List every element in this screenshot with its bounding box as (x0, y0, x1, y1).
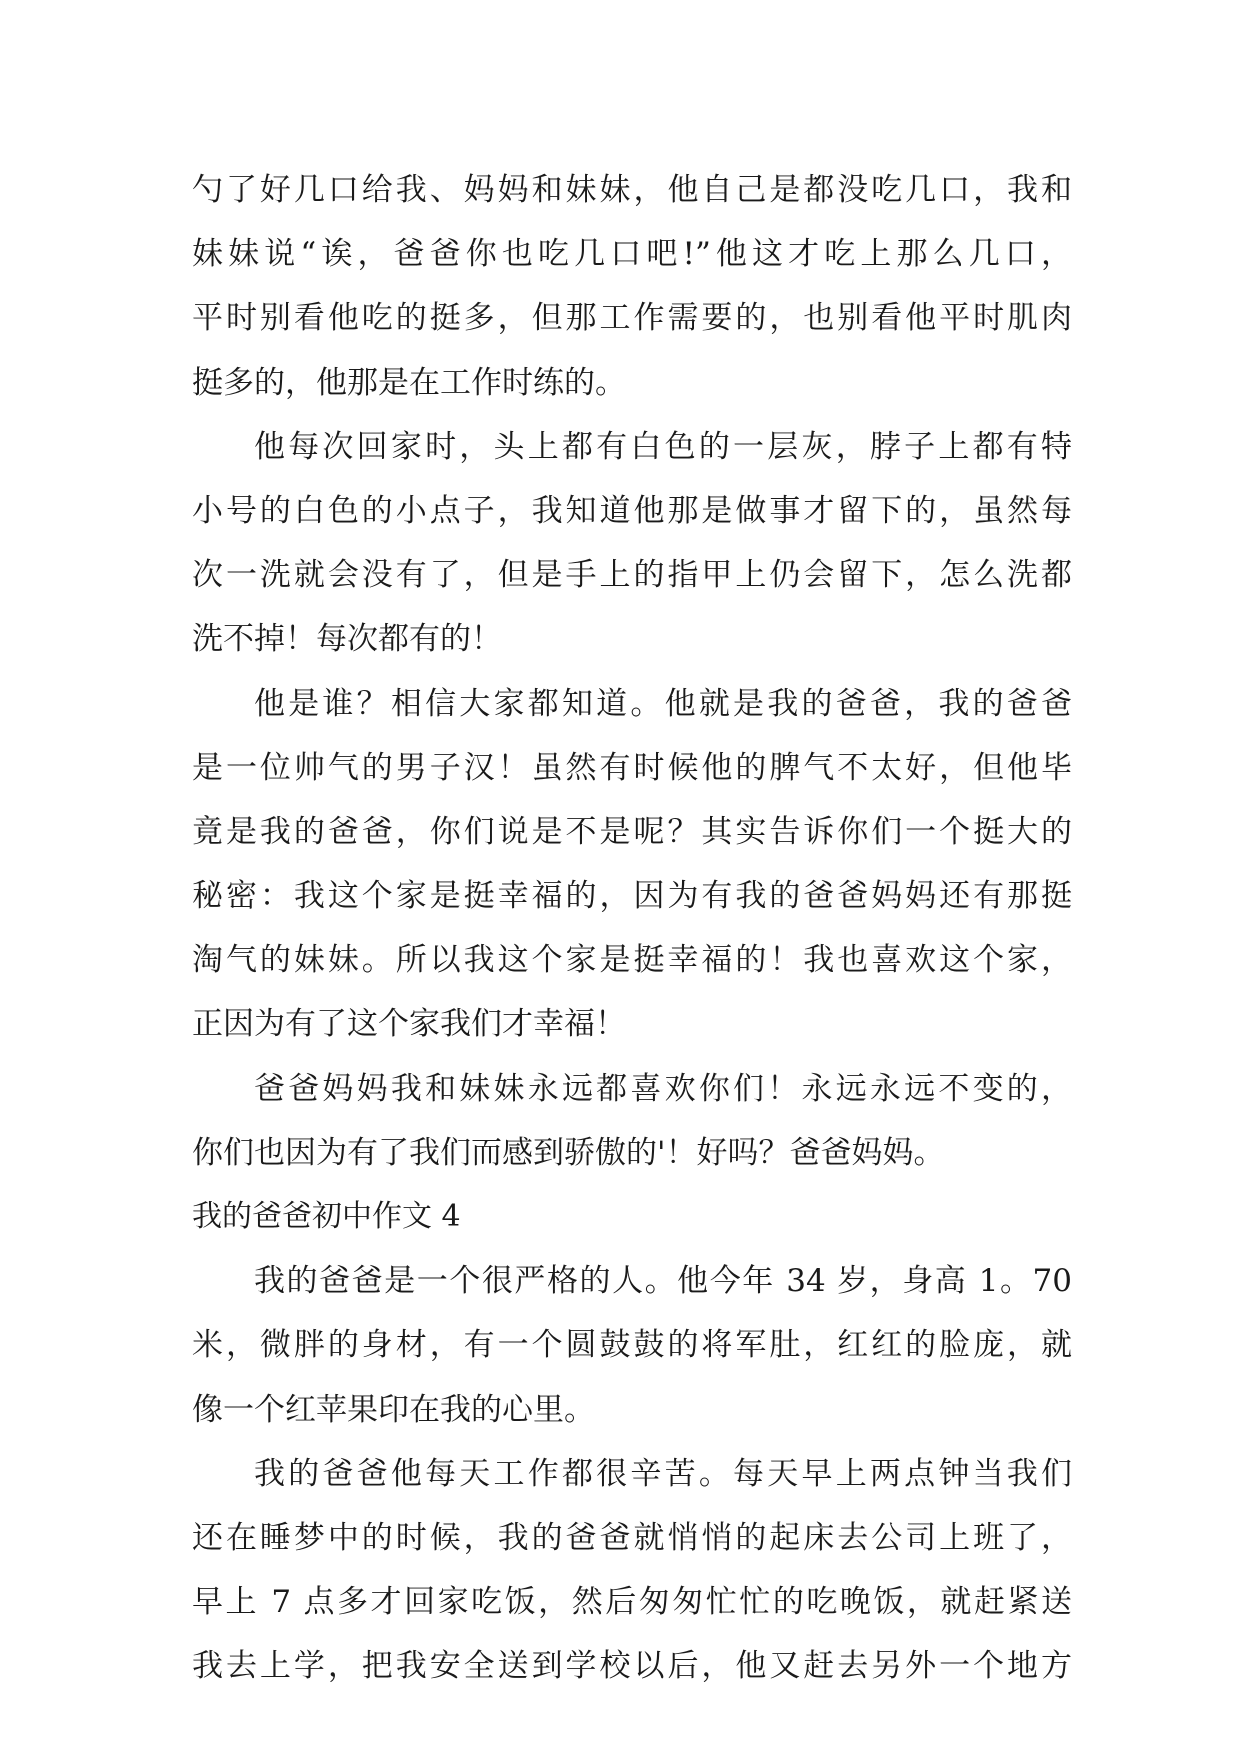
paragraph-first-line: 他每次回家时，头上都有白色的一层灰，脖子上都有特 (254, 428, 1072, 465)
text-line: 挺多的，他那是在工作时练的。 (192, 364, 626, 401)
text-line: 是一位帅气的男子汉！虽然有时候他的脾气不太好，但他毕 (192, 749, 1072, 786)
text-line: 我去上学，把我安全送到学校以后，他又赶去另外一个地方 (192, 1648, 1072, 1685)
text-line: 洗不掉！每次都有的！ (192, 621, 502, 658)
paragraph-first-line: 爸爸妈妈我和妹妹永远都喜欢你们！永远永远不变的， (254, 1070, 1072, 1107)
text-line: 妹妹说“诶，爸爸你也吃几口吧!”他这才吃上那么几口， (192, 236, 1072, 273)
text-line: 淘气的妹妹。所以我这个家是挺幸福的！我也喜欢这个家， (192, 942, 1072, 979)
text-line: 米，微胖的身材，有一个圆鼓鼓的将军肚，红红的脸庞，就 (192, 1327, 1072, 1364)
text-line: 勺了好几口给我、妈妈和妹妹，他自己是都没吃几口，我和 (192, 172, 1072, 208)
text-line: 像一个红苹果印在我的心里。 (192, 1391, 595, 1428)
text-line: 早上 7 点多才回家吃饭，然后匆匆忙忙的吃晚饭，就赶紧送 (192, 1584, 1072, 1621)
text-line: 还在睡梦中的时候，我的爸爸就悄悄的起床去公司上班了， (192, 1519, 1072, 1556)
essay-body (192, 158, 1072, 1699)
paragraph-first-line: 我的爸爸是一个很严格的人。他今年 34 岁，身高 1。70 (254, 1263, 1072, 1300)
paragraph-first-line: 他是谁？相信大家都知道。他就是我的爸爸，我的爸爸 (254, 685, 1072, 722)
text-line: 竟是我的爸爸，你们说是不是呢？其实告诉你们一个挺大的 (192, 813, 1072, 850)
text-line: 次一洗就会没有了，但是手上的指甲上仍会留下，怎么洗都 (192, 557, 1072, 594)
text-line: 秘密：我这个家是挺幸福的，因为有我的爸爸妈妈还有那挺 (192, 878, 1072, 915)
paragraph-first-line: 我的爸爸他每天工作都很辛苦。每天早上两点钟当我们 (254, 1455, 1072, 1492)
text-line: 你们也因为有了我们而感到骄傲的'！好吗？爸爸妈妈。 (192, 1134, 945, 1171)
text-line: 平时别看他吃的挺多，但那工作需要的，也别看他平时肌肉 (192, 300, 1072, 337)
text-line: 正因为有了这个家我们才幸福！ (192, 1006, 626, 1043)
section-heading: 我的爸爸初中作文 4 (192, 1199, 461, 1234)
text-line: 小号的白色的小点子，我知道他那是做事才留下的，虽然每 (192, 492, 1072, 529)
